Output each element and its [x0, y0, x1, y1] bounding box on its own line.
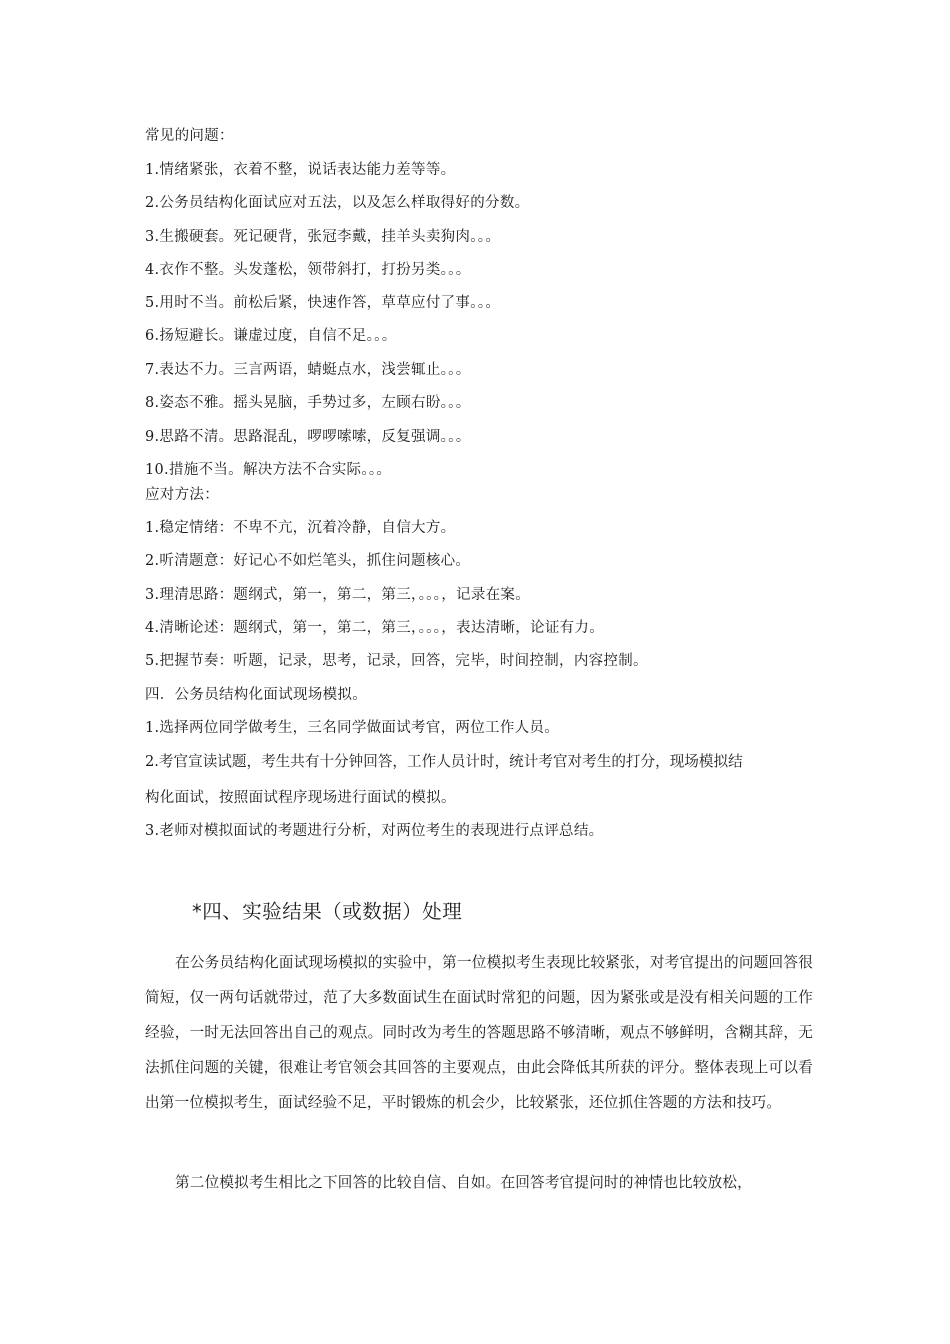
problem-item: 5.用时不当。前松后紧，快速作答，草草应付了事。。。 [145, 295, 501, 311]
problem-item: 2.公务员结构化面试应对五法，以及怎么样取得好的分数。 [145, 195, 530, 211]
method-item: 3.理清思路：题纲式，第一，第二，第三，。。。，记录在案。 [145, 587, 531, 603]
problem-item: 10.措施不当。解决方法不合实际。。。 [145, 462, 392, 478]
methods-heading: 应对方法： [145, 487, 219, 503]
problem-item: 6.扬短避长。谦虚过度，自信不足。。。 [145, 328, 397, 344]
problem-item: 8.姿态不雅。摇头晃脑，手势过多，左顾右盼。。。 [145, 395, 471, 411]
simulation-heading: 四．公务员结构化面试现场模拟。 [145, 687, 367, 703]
simulation-item-continued: 构化面试，按照面试程序现场进行面试的模拟。 [145, 790, 456, 806]
results-paragraph: 在公务员结构化面试现场模拟的实验中，第一位模拟考生表现比较紧张，对考官提出的问题回答很简短，仅一两句话就带过，范了大多数面试生在面试时常犯的问题，因为紧张或是没有相关问题的工作经验，一时无法回答出自己的观点。同时改为考生的答题思路不够清晰，观点不够鲜明，含糊其辞，无法抓住问题的关键，很难让考官领会其回答的主要观点，由此会降低其所获的评分。整体表现上可以看出第一位模拟考生，面试经验不足，平时锻炼的机会少，比较紧张，还位抓住答题的方法和技巧。 [145, 954, 813, 1111]
problem-item: 7.表达不力。三言两语，蜻蜓点水，浅尝辄止。。。 [145, 362, 471, 378]
simulation-item: 1.选择两位同学做考生，三名同学做面试考官，两位工作人员。 [145, 720, 560, 736]
method-item: 2.听清题意：好记心不如烂笔头，抓住问题核心。 [145, 553, 471, 569]
results-section-heading: *四、实验结果（或数据）处理 [192, 900, 463, 923]
method-item: 4.清晰论述：题纲式，第一，第二，第三，。。。，表达清晰，论证有力。 [145, 620, 605, 636]
method-item: 5.把握节奏：听题，记录，思考，记录，回答，完毕，时间控制，内容控制。 [145, 653, 648, 669]
problems-heading: 常见的问题： [145, 128, 234, 144]
problem-item: 3.生搬硬套。死记硬背，张冠李戴，挂羊头卖狗肉。。。 [145, 229, 501, 245]
results-paragraph: 第二位模拟考生相比之下回答的比较自信、自如。在回答考官提问时的神情也比较放松， [175, 1174, 752, 1191]
method-item: 1.稳定情绪：不卑不亢，沉着冷静，自信大方。 [145, 520, 456, 536]
problem-item: 9.思路不清。思路混乱，啰啰嗦嗦，反复强调。。。 [145, 429, 471, 445]
simulation-item: 3.老师对模拟面试的考题进行分析，对两位考生的表现进行点评总结。 [145, 823, 604, 839]
simulation-item: 2.考官宣读试题，考生共有十分钟回答，工作人员计时，统计考官对考生的打分，现场模拟结 [145, 753, 743, 770]
problem-item: 4.衣作不整。头发蓬松，领带斜打，打扮另类。。。 [145, 262, 471, 278]
problem-item: 1.情绪紧张，衣着不整，说话表达能力差等等。 [145, 162, 456, 178]
